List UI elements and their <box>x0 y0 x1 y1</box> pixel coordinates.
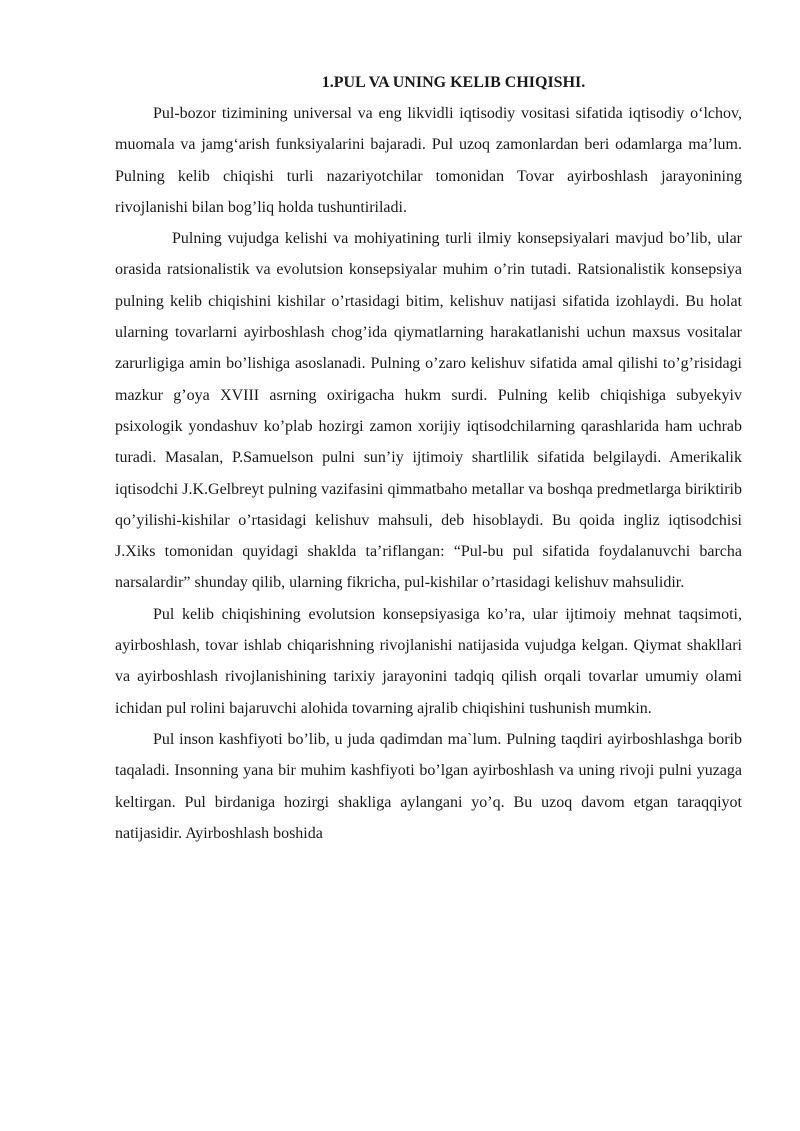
document-page <box>115 68 742 849</box>
paragraph-evolutionary: Pul kelib chiqishining evolutsion konsepsiyasiga ko’ra, ular ijtimoiy mehnat taqsimoti, ayirboshlash, tovar ishlab chiqarishning rivojlanishi natijasida vujudga kelgan. Qiymat shakllari va ayirboshlash rivojlanishining tarixiy jarayonini tadqiq qilish orqali tovarlar umumiy olami ichidan pul rolini bajaruvchi alohida tovarning ajralib chiqishini tushunish mumkin. <box>115 605 742 717</box>
paragraph-concepts: Pulning vujudga kelishi va mohiyatining turli ilmiy konsepsiyalari mavjud bo’lib, ular orasida ratsionalistik va evolutsion konsepsiyalar muhim o’rin tutadi. Ratsionalistik konsepsiya pulning kelib chiqishini kishilar o’rtasidagi bitim, kelishuv natijasi sifatida izohlaydi. Bu holat ularning tovarlarni ayirboshlash chog’ida qiymatlarning harakatlanishi uchun maxsus vositalar zarurligiga amin bo’lishiga asoslanadi. Pulning o’zaro kelishuv sifatida amal qilishi to’g’risidagi mazkur g’oya XVIII asrning oxirigacha hukm surdi. Pulning kelib chiqishiga subyekyiv psixologik yondashuv ko’plab hozirgi zamon xorijiy iqtisodchilarning qarashlarida ham uchrab turadi. Masalan, P.Samuelson pulni sun’iy ijtimoiy shartlilik sifatida belgilaydi. Amerikalik iqtisodchi J.K.Gelbreyt pulning vazifasini qimmatbaho metallar va boshqa predmetlarga biriktirib qo’yilishi-kishilar o’rtasidagi kelishuv mahsuli, deb hisoblaydi. Bu qoida ingliz iqtisodchisi J.Xiks tomonidan quyidagi shaklda ta’riflangan: “Pul-bu pul sifatida foydalanuvchi barcha narsalardir” shunday qilib, ularning fikricha, pul-kishilar o’rtasidagi kelishuv mahsulidir. <box>115 230 742 592</box>
section-title: 1.PUL VA UNING KELIB CHIQISHI. <box>321 74 586 91</box>
paragraph-intro: Pul-bozor tizimining universal va eng likvidli iqtisodiy vositasi sifatida iqtisodiy o‘lchov, muomala va jamg‘arish funksiyalarini bajaradi. Pul uzoq zamonlardan beri odamlarga ma’lum. Pulning kelib chiqishi turli nazariyotchilar tomonidan Tovar ayirboshlash jarayonining rivojlanishi bilan bog’liq holda tushuntiriladi. <box>115 105 742 216</box>
paragraph-invention: Pul inson kashfiyoti bo’lib, u juda qadimdan ma`lum. Pulning taqdiri ayirboshlashga borib taqaladi. Insonning yana bir muhim kashfiyoti bo’lgan ayirboshlash va uning rivoji pulni yuzaga keltirgan. Pul birdaniga hozirgi shakliga aylangani yo’q. Bu uzoq davom etgan taraqqiyot natijasidir. Ayirboshlash boshida <box>115 730 742 842</box>
